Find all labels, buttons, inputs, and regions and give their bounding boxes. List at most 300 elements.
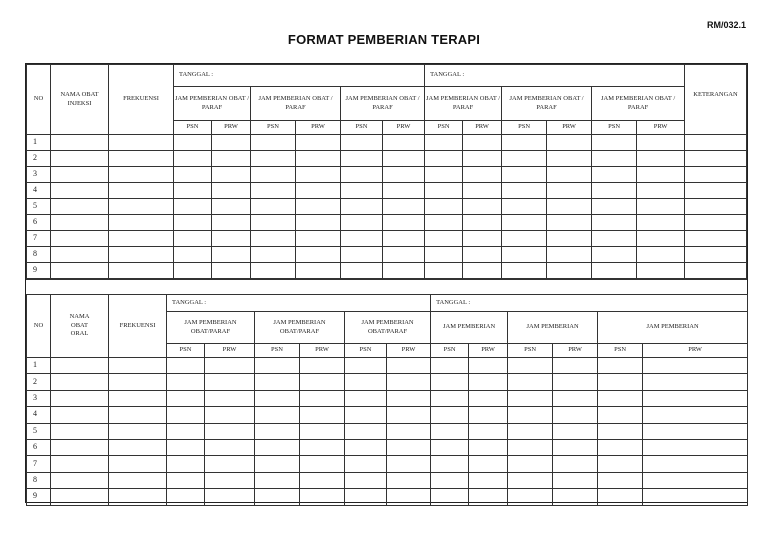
entry-cell[interactable] [387, 374, 431, 390]
entry-cell[interactable] [300, 423, 345, 439]
entry-cell[interactable] [167, 374, 205, 390]
entry-cell[interactable] [502, 135, 547, 151]
entry-cell[interactable] [592, 167, 637, 183]
table-row [27, 263, 685, 279]
entry-cell[interactable] [508, 390, 553, 406]
entry-cell[interactable] [387, 358, 431, 374]
entry-cell[interactable] [341, 135, 383, 151]
entry-cell[interactable] [345, 374, 387, 390]
entry-cell[interactable] [296, 247, 341, 263]
row-number: 5 [27, 199, 51, 215]
entry-cell[interactable] [547, 215, 592, 231]
sub-header-psn: PSN [341, 121, 383, 135]
entry-cell[interactable] [425, 215, 463, 231]
entry-cell[interactable] [502, 167, 547, 183]
entry-cell[interactable] [51, 247, 109, 263]
entry-cell[interactable] [553, 423, 598, 439]
entry-cell[interactable] [637, 199, 685, 215]
entry-cell[interactable] [255, 439, 300, 455]
entry-cell[interactable] [296, 135, 341, 151]
entry-cell[interactable] [300, 489, 345, 505]
sub-header-prw: PRW [383, 121, 425, 135]
entry-cell[interactable] [300, 390, 345, 406]
hour-group-header: JAM PEMBERIAN OBAT / PARAF [592, 87, 685, 121]
entry-cell[interactable] [51, 439, 109, 455]
entry-cell[interactable] [296, 231, 341, 247]
entry-cell[interactable] [383, 247, 425, 263]
entry-cell[interactable] [205, 456, 255, 472]
entry-cell[interactable] [296, 199, 341, 215]
table-row [27, 423, 748, 439]
entry-cell[interactable] [383, 167, 425, 183]
entry-cell[interactable] [205, 489, 255, 505]
entry-cell[interactable] [300, 374, 345, 390]
hour-group-header: JAM PEMBERIAN OBAT / PARAF [251, 87, 341, 121]
entry-cell[interactable] [341, 183, 383, 199]
entry-cell[interactable] [502, 247, 547, 263]
hour-group-header: JAM PEMBERIAN OBAT / PARAF [425, 87, 502, 121]
entry-cell[interactable] [592, 183, 637, 199]
entry-cell[interactable] [212, 247, 251, 263]
entry-cell[interactable] [425, 263, 463, 279]
entry-cell[interactable] [109, 390, 167, 406]
entry-cell[interactable] [598, 423, 643, 439]
entry-cell[interactable] [637, 151, 685, 167]
entry-cell[interactable] [598, 358, 643, 374]
entry-cell[interactable] [553, 456, 598, 472]
entry-cell[interactable] [167, 472, 205, 488]
entry-cell[interactable] [300, 358, 345, 374]
entry-cell[interactable] [553, 472, 598, 488]
entry-cell[interactable] [547, 167, 592, 183]
sub-header-prw: PRW [300, 344, 345, 358]
entry-cell[interactable] [463, 135, 502, 151]
notes-cell[interactable] [685, 167, 747, 183]
entry-cell[interactable] [502, 151, 547, 167]
entry-cell[interactable] [51, 183, 109, 199]
entry-cell[interactable] [345, 489, 387, 505]
entry-cell[interactable] [637, 263, 685, 279]
entry-cell[interactable] [387, 423, 431, 439]
entry-cell[interactable] [637, 231, 685, 247]
entry-cell[interactable] [341, 247, 383, 263]
entry-cell[interactable] [212, 231, 251, 247]
table-row [27, 247, 685, 263]
entry-cell[interactable] [296, 151, 341, 167]
entry-cell[interactable] [508, 489, 553, 505]
entry-cell[interactable] [598, 390, 643, 406]
entry-cell[interactable] [463, 151, 502, 167]
entry-cell[interactable] [431, 374, 469, 390]
entry-cell[interactable] [51, 390, 109, 406]
entry-cell[interactable] [251, 167, 296, 183]
entry-cell[interactable] [469, 390, 508, 406]
entry-cell[interactable] [502, 263, 547, 279]
no-header: NO [27, 295, 51, 358]
entry-cell[interactable] [345, 390, 387, 406]
entry-cell[interactable] [296, 215, 341, 231]
entry-cell[interactable] [167, 439, 205, 455]
entry-cell[interactable] [508, 456, 553, 472]
entry-cell[interactable] [205, 358, 255, 374]
table-row [27, 215, 685, 231]
sub-header-prw: PRW [469, 344, 508, 358]
entry-cell[interactable] [51, 135, 109, 151]
row-number: 1 [27, 135, 51, 151]
entry-cell[interactable] [341, 231, 383, 247]
entry-cell[interactable] [341, 151, 383, 167]
entry-cell[interactable] [643, 472, 748, 488]
entry-cell[interactable] [109, 135, 174, 151]
entry-cell[interactable] [553, 374, 598, 390]
entry-cell[interactable] [255, 374, 300, 390]
entry-cell[interactable] [387, 439, 431, 455]
entry-cell[interactable] [167, 423, 205, 439]
entry-cell[interactable] [469, 407, 508, 423]
entry-cell[interactable] [212, 215, 251, 231]
table-row [27, 167, 685, 183]
entry-cell[interactable] [212, 151, 251, 167]
entry-cell[interactable] [109, 247, 174, 263]
entry-cell[interactable] [109, 183, 174, 199]
entry-cell[interactable] [109, 439, 167, 455]
entry-cell[interactable] [598, 439, 643, 455]
entry-cell[interactable] [341, 199, 383, 215]
entry-cell[interactable] [205, 439, 255, 455]
entry-cell[interactable] [251, 231, 296, 247]
entry-cell[interactable] [205, 472, 255, 488]
entry-cell[interactable] [345, 456, 387, 472]
entry-cell[interactable] [469, 439, 508, 455]
entry-cell[interactable] [51, 358, 109, 374]
entry-cell[interactable] [431, 456, 469, 472]
entry-cell[interactable] [300, 472, 345, 488]
table-row [27, 358, 748, 374]
entry-cell[interactable] [547, 183, 592, 199]
entry-cell[interactable] [643, 390, 748, 406]
entry-cell[interactable] [212, 135, 251, 151]
entry-cell[interactable] [212, 199, 251, 215]
entry-cell[interactable] [547, 263, 592, 279]
table-row [27, 472, 748, 488]
entry-cell[interactable] [51, 472, 109, 488]
entry-cell[interactable] [255, 407, 300, 423]
entry-cell[interactable] [469, 472, 508, 488]
entry-cell[interactable] [387, 472, 431, 488]
entry-cell[interactable] [383, 183, 425, 199]
entry-cell[interactable] [547, 151, 592, 167]
entry-cell[interactable] [431, 407, 469, 423]
entry-cell[interactable] [341, 215, 383, 231]
entry-cell[interactable] [463, 231, 502, 247]
entry-cell[interactable] [109, 231, 174, 247]
entry-cell[interactable] [383, 215, 425, 231]
row-number: 4 [27, 183, 51, 199]
hour-group-header: JAM PEMBERIAN OBAT/PARAF [345, 312, 431, 344]
row-number: 9 [27, 263, 51, 279]
entry-cell[interactable] [553, 358, 598, 374]
notes-cell[interactable] [685, 183, 747, 199]
entry-cell[interactable] [425, 135, 463, 151]
entry-cell[interactable] [469, 423, 508, 439]
entry-cell[interactable] [345, 423, 387, 439]
entry-cell[interactable] [463, 199, 502, 215]
entry-cell[interactable] [51, 374, 109, 390]
sub-header-prw: PRW [553, 344, 598, 358]
entry-cell[interactable] [251, 183, 296, 199]
entry-cell[interactable] [255, 390, 300, 406]
entry-cell[interactable] [51, 231, 109, 247]
entry-cell[interactable] [598, 489, 643, 505]
entry-cell[interactable] [553, 439, 598, 455]
entry-cell[interactable] [502, 183, 547, 199]
entry-cell[interactable] [598, 456, 643, 472]
entry-cell[interactable] [431, 390, 469, 406]
entry-cell[interactable] [463, 247, 502, 263]
entry-cell[interactable] [425, 199, 463, 215]
entry-cell[interactable] [643, 423, 748, 439]
entry-cell[interactable] [383, 231, 425, 247]
entry-cell[interactable] [508, 374, 553, 390]
entry-cell[interactable] [51, 489, 109, 505]
entry-cell[interactable] [345, 439, 387, 455]
table-row [27, 439, 748, 455]
entry-cell[interactable] [174, 167, 212, 183]
entry-cell[interactable] [255, 472, 300, 488]
entry-cell[interactable] [637, 183, 685, 199]
entry-cell[interactable] [205, 390, 255, 406]
entry-cell[interactable] [345, 472, 387, 488]
entry-cell[interactable] [251, 247, 296, 263]
entry-cell[interactable] [592, 151, 637, 167]
entry-cell[interactable] [345, 358, 387, 374]
entry-cell[interactable] [383, 151, 425, 167]
entry-cell[interactable] [637, 167, 685, 183]
hour-group-header: JAM PEMBERIAN OBAT / PARAF [174, 87, 251, 121]
entry-cell[interactable] [643, 456, 748, 472]
entry-cell[interactable] [387, 390, 431, 406]
entry-cell[interactable] [251, 135, 296, 151]
entry-cell[interactable] [174, 215, 212, 231]
entry-cell[interactable] [431, 472, 469, 488]
entry-cell[interactable] [553, 407, 598, 423]
notes-cell[interactable] [685, 247, 747, 263]
entry-cell[interactable] [109, 151, 174, 167]
entry-cell[interactable] [469, 456, 508, 472]
entry-cell[interactable] [255, 489, 300, 505]
entry-cell[interactable] [598, 374, 643, 390]
entry-cell[interactable] [387, 407, 431, 423]
entry-cell[interactable] [167, 358, 205, 374]
entry-cell[interactable] [255, 358, 300, 374]
notes-cell[interactable] [685, 231, 747, 247]
page-title: FORMAT PEMBERIAN TERAPI [287, 32, 481, 47]
entry-cell[interactable] [425, 151, 463, 167]
entry-cell[interactable] [167, 407, 205, 423]
entry-cell[interactable] [463, 183, 502, 199]
entry-cell[interactable] [547, 135, 592, 151]
sub-header-prw: PRW [296, 121, 341, 135]
entry-cell[interactable] [109, 167, 174, 183]
entry-cell[interactable] [51, 407, 109, 423]
entry-cell[interactable] [508, 423, 553, 439]
entry-cell[interactable] [508, 407, 553, 423]
entry-cell[interactable] [383, 135, 425, 151]
entry-cell[interactable] [508, 358, 553, 374]
entry-cell[interactable] [174, 199, 212, 215]
notes-cell[interactable] [685, 135, 747, 151]
entry-cell[interactable] [109, 472, 167, 488]
entry-cell[interactable] [109, 215, 174, 231]
entry-cell[interactable] [296, 183, 341, 199]
entry-cell[interactable] [547, 199, 592, 215]
entry-cell[interactable] [502, 199, 547, 215]
sub-header-psn: PSN [345, 344, 387, 358]
entry-cell[interactable] [174, 135, 212, 151]
entry-cell[interactable] [643, 439, 748, 455]
entry-cell[interactable] [109, 407, 167, 423]
entry-cell[interactable] [463, 263, 502, 279]
entry-cell[interactable] [341, 167, 383, 183]
entry-cell[interactable] [255, 423, 300, 439]
entry-cell[interactable] [296, 263, 341, 279]
entry-cell[interactable] [383, 199, 425, 215]
entry-cell[interactable] [637, 247, 685, 263]
entry-cell[interactable] [300, 407, 345, 423]
entry-cell[interactable] [212, 183, 251, 199]
hour-group-header: JAM PEMBERIAN [598, 312, 748, 344]
entry-cell[interactable] [109, 263, 174, 279]
entry-cell[interactable] [251, 151, 296, 167]
entry-cell[interactable] [592, 135, 637, 151]
entry-cell[interactable] [592, 199, 637, 215]
entry-cell[interactable] [508, 472, 553, 488]
entry-cell[interactable] [387, 456, 431, 472]
entry-cell[interactable] [174, 263, 212, 279]
entry-cell[interactable] [109, 456, 167, 472]
entry-cell[interactable] [502, 231, 547, 247]
entry-cell[interactable] [643, 374, 748, 390]
entry-cell[interactable] [463, 167, 502, 183]
entry-cell[interactable] [51, 167, 109, 183]
entry-cell[interactable] [431, 423, 469, 439]
entry-cell[interactable] [167, 456, 205, 472]
entry-cell[interactable] [205, 374, 255, 390]
entry-cell[interactable] [425, 183, 463, 199]
entry-cell[interactable] [598, 407, 643, 423]
entry-cell[interactable] [300, 456, 345, 472]
no-header: NO [27, 65, 51, 135]
entry-cell[interactable] [637, 135, 685, 151]
entry-cell[interactable] [51, 263, 109, 279]
entry-cell[interactable] [174, 183, 212, 199]
hour-group-header: JAM PEMBERIAN OBAT/PARAF [167, 312, 255, 344]
entry-cell[interactable] [255, 456, 300, 472]
entry-cell[interactable] [553, 489, 598, 505]
entry-cell[interactable] [469, 489, 508, 505]
entry-cell[interactable] [205, 407, 255, 423]
notes-cell[interactable] [685, 199, 747, 215]
entry-cell[interactable] [592, 231, 637, 247]
entry-cell[interactable] [387, 489, 431, 505]
entry-cell[interactable] [51, 423, 109, 439]
entry-cell[interactable] [167, 489, 205, 505]
entry-cell[interactable] [174, 151, 212, 167]
notes-cell[interactable] [685, 215, 747, 231]
entry-cell[interactable] [592, 263, 637, 279]
entry-cell[interactable] [296, 167, 341, 183]
entry-cell[interactable] [167, 390, 205, 406]
entry-cell[interactable] [251, 263, 296, 279]
entry-cell[interactable] [174, 247, 212, 263]
entry-cell[interactable] [109, 489, 167, 505]
entry-cell[interactable] [598, 472, 643, 488]
entry-cell[interactable] [51, 215, 109, 231]
entry-cell[interactable] [425, 231, 463, 247]
entry-cell[interactable] [431, 358, 469, 374]
entry-cell[interactable] [592, 215, 637, 231]
row-number: 6 [27, 215, 51, 231]
entry-cell[interactable] [174, 231, 212, 247]
row-number: 8 [27, 472, 51, 488]
entry-cell[interactable] [469, 374, 508, 390]
date-header-2: TANGGAL : [425, 65, 685, 87]
sub-header-psn: PSN [598, 344, 643, 358]
entry-cell[interactable] [212, 263, 251, 279]
entry-cell[interactable] [502, 215, 547, 231]
entry-cell[interactable] [643, 358, 748, 374]
entry-cell[interactable] [341, 263, 383, 279]
notes-cell[interactable] [685, 263, 747, 279]
entry-cell[interactable] [637, 215, 685, 231]
entry-cell[interactable] [553, 390, 598, 406]
entry-cell[interactable] [345, 407, 387, 423]
entry-cell[interactable] [643, 489, 748, 505]
entry-cell[interactable] [251, 199, 296, 215]
entry-cell[interactable] [547, 231, 592, 247]
entry-cell[interactable] [547, 247, 592, 263]
entry-cell[interactable] [383, 263, 425, 279]
entry-cell[interactable] [109, 374, 167, 390]
entry-cell[interactable] [205, 423, 255, 439]
entry-cell[interactable] [51, 456, 109, 472]
entry-cell[interactable] [300, 439, 345, 455]
entry-cell[interactable] [463, 215, 502, 231]
table-row [27, 390, 748, 406]
entry-cell[interactable] [109, 199, 174, 215]
entry-cell[interactable] [592, 247, 637, 263]
entry-cell[interactable] [251, 215, 296, 231]
hour-group-header: JAM PEMBERIAN [431, 312, 508, 344]
table-row [27, 489, 748, 505]
entry-cell[interactable] [425, 167, 463, 183]
entry-cell[interactable] [431, 439, 469, 455]
table-row [27, 456, 748, 472]
notes-cell[interactable] [685, 151, 747, 167]
entry-cell[interactable] [109, 423, 167, 439]
entry-cell[interactable] [508, 439, 553, 455]
entry-cell[interactable] [51, 199, 109, 215]
sub-header-prw: PRW [463, 121, 502, 135]
entry-cell[interactable] [643, 407, 748, 423]
entry-cell[interactable] [431, 489, 469, 505]
entry-cell[interactable] [425, 247, 463, 263]
entry-cell[interactable] [51, 151, 109, 167]
sub-header-prw: PRW [212, 121, 251, 135]
entry-cell[interactable] [469, 358, 508, 374]
entry-cell[interactable] [212, 167, 251, 183]
entry-cell[interactable] [109, 358, 167, 374]
